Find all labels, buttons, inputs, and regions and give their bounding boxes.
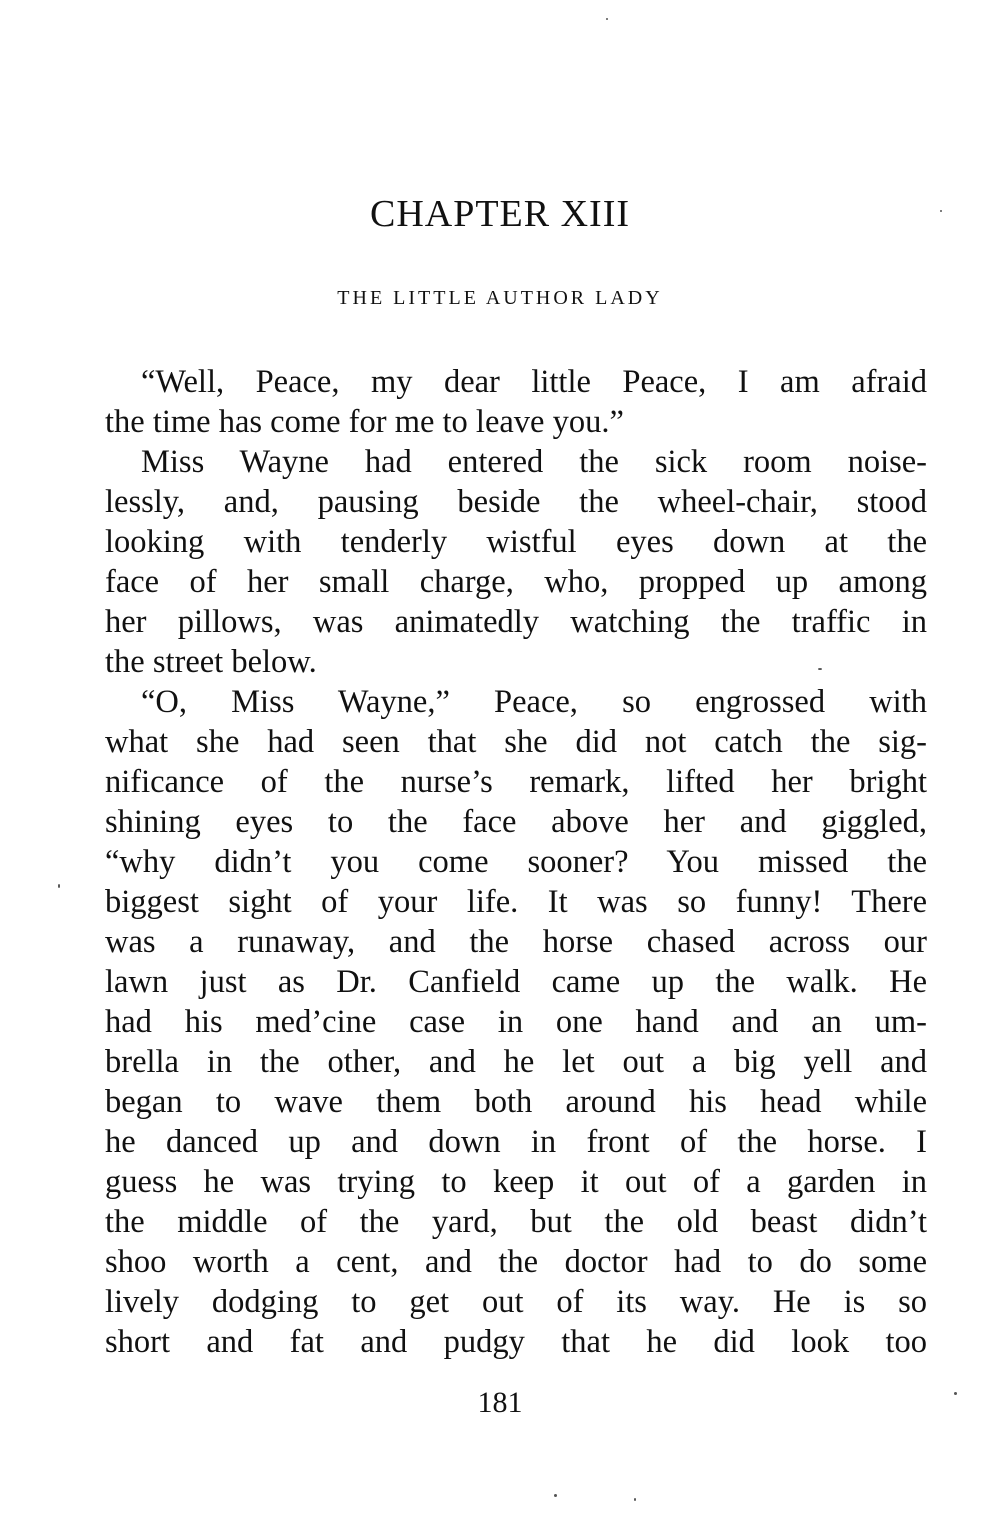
text-line: “Well, Peace, my dear little Peace, I am afraid (141, 364, 927, 400)
text-line: began to wave them both around his head while (105, 1084, 927, 1120)
text-line: lessly, and, pausing beside the wheel-chair, stood (105, 484, 927, 520)
scan-speck (940, 210, 942, 212)
text-line: shoo worth a cent, and the doctor had to do some (105, 1244, 927, 1280)
text-line: lawn just as Dr. Canfield came up the walk. He (105, 964, 927, 1000)
text-line: her pillows, was animatedly watching the traffic in (105, 604, 927, 640)
text-line: he danced up and down in front of the horse. I (105, 1124, 927, 1160)
scan-speck (818, 668, 822, 670)
scan-speck (58, 884, 60, 888)
chapter-heading: CHAPTER XIII (369, 193, 631, 235)
text-line: was a runaway, and the horse chased across our (105, 924, 927, 960)
text-line: Miss Wayne had entered the sick room noise- (141, 444, 927, 480)
text-line: short and fat and pudgy that he did look too (105, 1324, 927, 1360)
text-line: “O, Miss Wayne,” Peace, so engrossed with (141, 684, 927, 720)
scan-speck (554, 1494, 557, 1497)
text-line: biggest sight of your life. It was so funny! There (105, 884, 927, 920)
text-line: looking with tenderly wistful eyes down at the (105, 524, 927, 560)
text-line: shining eyes to the face above her and giggled, (105, 804, 927, 840)
scan-speck (634, 1498, 636, 1501)
text-line: the time has come for me to leave you.” (105, 404, 624, 440)
text-line: had his med’cine case in one hand and an um- (105, 1004, 927, 1040)
text-line: brella in the other, and he let out a big yell and (105, 1044, 927, 1080)
text-line: what she had seen that she did not catch the sig- (105, 724, 927, 760)
text-line: lively dodging to get out of its way. He is so (105, 1284, 927, 1320)
chapter-subtitle: THE LITTLE AUTHOR LADY (337, 287, 663, 309)
page-number: 181 (477, 1386, 523, 1419)
text-line: the middle of the yard, but the old beast didn’t (105, 1204, 927, 1240)
text-line: “why didn’t you come sooner? You missed the (105, 844, 927, 880)
scan-speck (954, 1392, 957, 1395)
text-line: the street below. (105, 644, 317, 680)
text-line: guess he was trying to keep it out of a garden in (105, 1164, 927, 1200)
text-line: nificance of the nurse’s remark, lifted her bright (105, 764, 927, 800)
body-text (105, 362, 927, 1362)
scan-speck (606, 18, 608, 20)
text-line: face of her small charge, who, propped up among (105, 564, 927, 600)
